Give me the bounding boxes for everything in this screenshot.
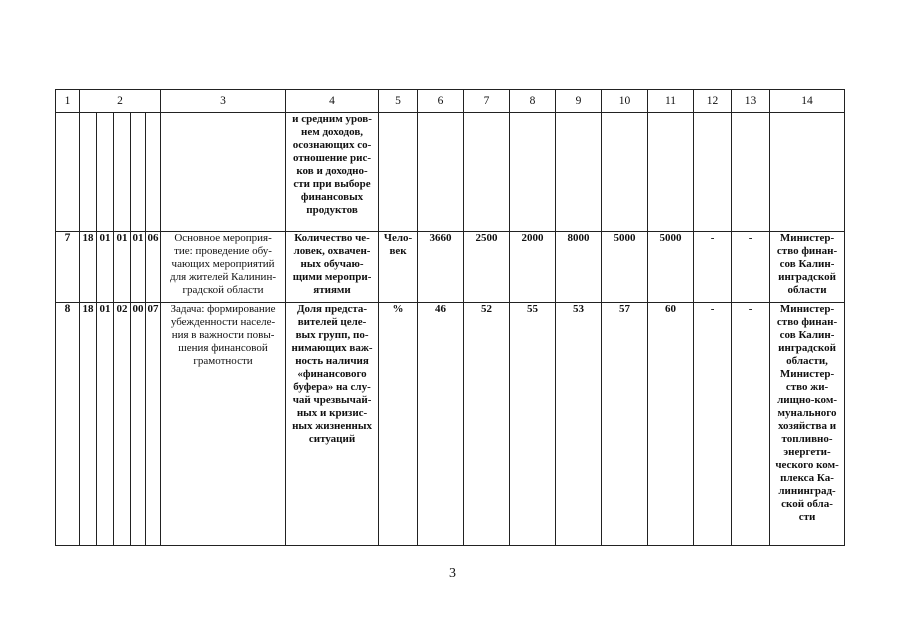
code-cell bbox=[97, 113, 114, 232]
header-cell: 10 bbox=[602, 90, 648, 113]
responsible-cell: Министер- ство финан- сов Калин- инградской области bbox=[770, 232, 845, 303]
unit-cell: Чело- век bbox=[379, 232, 418, 303]
code-cell: 01 bbox=[97, 232, 114, 303]
value-cell: - bbox=[694, 303, 732, 546]
indicator-cell: Доля предста- вителей целе- вых групп, по- нимающих важ- ность наличия «финансового буфера» на слу- чай чрезвычай- ных и кризис- ных жизненных ситуаций bbox=[286, 303, 379, 546]
header-cell: 8 bbox=[510, 90, 556, 113]
header-cell: 13 bbox=[732, 90, 770, 113]
code-cell: 06 bbox=[146, 232, 161, 303]
value-cell: - bbox=[732, 232, 770, 303]
indicator-cell: Количество че- ловек, охвачен- ных обучаю- щими меропри- ятиями bbox=[286, 232, 379, 303]
event-name-cell: Задача: формирование убежденности населе- ния в важности повы- шения финансовой грамотности bbox=[161, 303, 286, 546]
value-cell: 55 bbox=[510, 303, 556, 546]
value-cell bbox=[648, 113, 694, 232]
value-cell bbox=[464, 113, 510, 232]
value-cell: 60 bbox=[648, 303, 694, 546]
code-cell: 01 bbox=[131, 232, 146, 303]
table-row bbox=[56, 303, 845, 546]
value-cell: 2000 bbox=[510, 232, 556, 303]
header-cell: 1 bbox=[56, 90, 80, 113]
value-cell: 52 bbox=[464, 303, 510, 546]
row-number bbox=[56, 113, 80, 232]
value-cell: 46 bbox=[418, 303, 464, 546]
value-cell bbox=[510, 113, 556, 232]
header-cell: 7 bbox=[464, 90, 510, 113]
value-cell: 5000 bbox=[602, 232, 648, 303]
value-cell: 8000 bbox=[556, 232, 602, 303]
indicator-cell: и средним уров- нем доходов, осознающих со- отношение рис- ков и доходно- сти при выборе финансовых продуктов bbox=[286, 113, 379, 232]
data-table bbox=[55, 89, 845, 546]
row-number: 7 bbox=[56, 232, 80, 303]
code-cell: 02 bbox=[114, 303, 131, 546]
row-number: 8 bbox=[56, 303, 80, 546]
unit-cell: % bbox=[379, 303, 418, 546]
header-cell: 5 bbox=[379, 90, 418, 113]
header-cell: 9 bbox=[556, 90, 602, 113]
header-cell: 6 bbox=[418, 90, 464, 113]
value-cell: - bbox=[732, 303, 770, 546]
value-cell bbox=[418, 113, 464, 232]
value-cell: 57 bbox=[602, 303, 648, 546]
code-cell: 18 bbox=[80, 303, 97, 546]
value-cell: - bbox=[694, 232, 732, 303]
header-row bbox=[56, 90, 845, 113]
unit-cell bbox=[379, 113, 418, 232]
table-row bbox=[56, 232, 845, 303]
value-cell: 2500 bbox=[464, 232, 510, 303]
code-cell bbox=[146, 113, 161, 232]
code-cell: 01 bbox=[97, 303, 114, 546]
header-cell: 2 bbox=[80, 90, 161, 113]
value-cell bbox=[602, 113, 648, 232]
value-cell: 5000 bbox=[648, 232, 694, 303]
value-cell bbox=[694, 113, 732, 232]
value-cell bbox=[732, 113, 770, 232]
header-cell: 3 bbox=[161, 90, 286, 113]
code-cell bbox=[131, 113, 146, 232]
value-cell: 53 bbox=[556, 303, 602, 546]
code-cell: 00 bbox=[131, 303, 146, 546]
responsible-cell bbox=[770, 113, 845, 232]
code-cell: 01 bbox=[114, 232, 131, 303]
event-name-cell bbox=[161, 113, 286, 232]
header-cell: 11 bbox=[648, 90, 694, 113]
event-name-cell: Основное мероприя- тие: проведение обу- чающих мероприятий для жителей Калинин- градской области bbox=[161, 232, 286, 303]
responsible-cell: Министер- ство финан- сов Калин- инградской области, Министер- ство жи- лищно-ком- мунального хозяйства и топливно- энергети- ческого ком- плекса Ка- лининград- ской обла- сти bbox=[770, 303, 845, 546]
header-cell: 14 bbox=[770, 90, 845, 113]
value-cell bbox=[556, 113, 602, 232]
page-number: 3 bbox=[449, 566, 456, 581]
value-cell: 3660 bbox=[418, 232, 464, 303]
table-row bbox=[56, 113, 845, 232]
code-cell: 18 bbox=[80, 232, 97, 303]
header-cell: 12 bbox=[694, 90, 732, 113]
code-cell bbox=[114, 113, 131, 232]
code-cell: 07 bbox=[146, 303, 161, 546]
code-cell bbox=[80, 113, 97, 232]
header-cell: 4 bbox=[286, 90, 379, 113]
